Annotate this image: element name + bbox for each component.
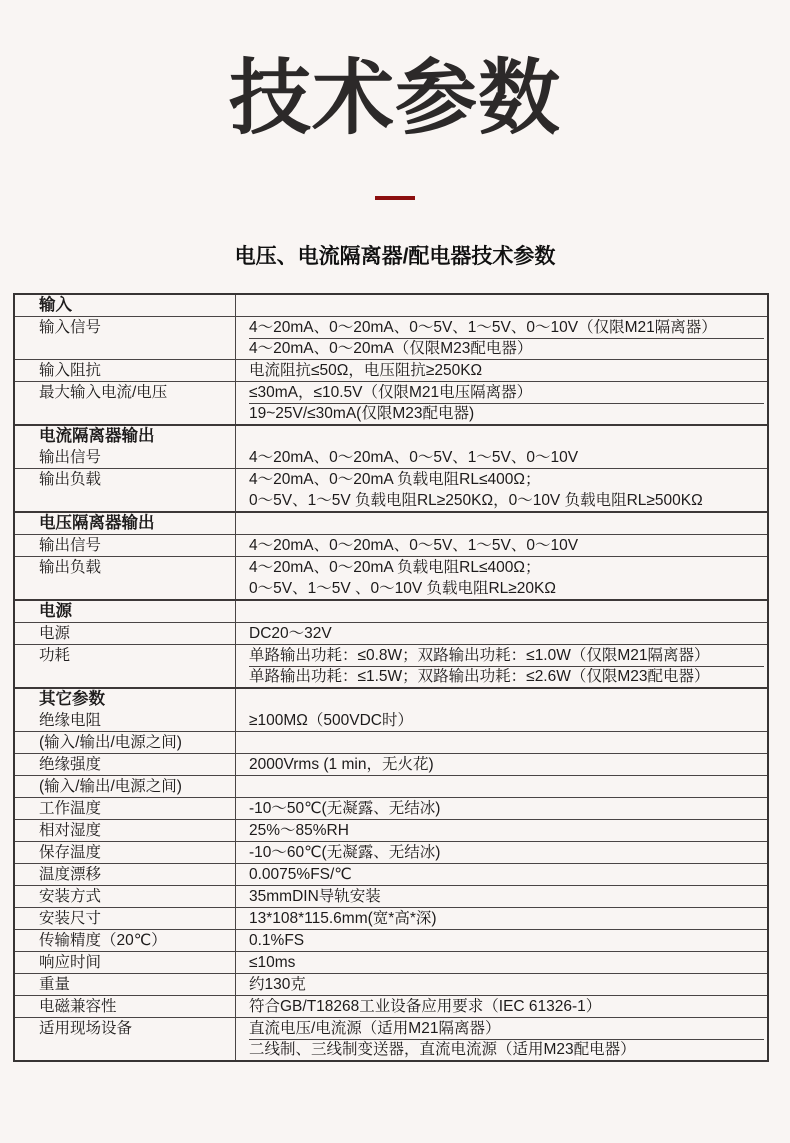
row-label-cell [15, 601, 236, 622]
row-section-label: 其它参数 [39, 690, 105, 709]
table-row [15, 995, 767, 1017]
table-row [15, 885, 767, 907]
table-row [15, 381, 767, 424]
row-value-cell [236, 382, 767, 424]
table-row [15, 1017, 767, 1060]
row-value-cell [236, 974, 767, 995]
row-label-cell [15, 864, 236, 885]
row-label: 绝缘强度 [39, 756, 102, 774]
row-label: 安装方式 [39, 888, 102, 906]
table-row [15, 468, 767, 511]
row-label: 电源 [39, 625, 71, 643]
row-value: 4～20mA、0～20mA 负载电阻RL≤400Ω； [249, 471, 541, 489]
row-value: 2000Vrms (1 min，无火花) [249, 756, 434, 774]
row-value-cell [236, 469, 767, 511]
row-value-spacer [249, 689, 764, 710]
table-row [15, 819, 767, 841]
row-value-cell [236, 645, 767, 687]
row-label-cell [15, 886, 236, 907]
row-label-cell [15, 426, 236, 468]
row-value: 直流电压/电流源（适用M21隔离器） [249, 1020, 501, 1038]
row-label-cell [15, 295, 236, 316]
row-label-cell [15, 513, 236, 534]
table-row [15, 556, 767, 599]
title-accent-divider [375, 196, 415, 200]
row-value: 0.0075%FS/℃ [249, 866, 352, 884]
row-label: (输入/输出/电源之间) [39, 734, 182, 752]
table-row [15, 534, 767, 556]
row-value-cell [236, 732, 767, 753]
row-label-cell [15, 952, 236, 973]
row-label: 适用现场设备 [39, 1020, 133, 1038]
row-value-cell [236, 623, 767, 644]
table-row [15, 731, 767, 753]
row-label-cell [15, 930, 236, 951]
row-label: 工作温度 [39, 800, 102, 818]
row-label: 输入 [39, 296, 72, 315]
table-row [15, 359, 767, 381]
row-value: -10～60℃(无凝露、无结冰) [249, 844, 441, 862]
row-label-cell [15, 842, 236, 863]
row-value: 4～20mA、0～20mA、0～5V、1～5V、0～10V（仅限M21隔离器） [249, 319, 717, 337]
table-row [15, 424, 767, 468]
table-row [15, 644, 767, 687]
table-row [15, 753, 767, 775]
page-title: 技术参数 [228, 53, 561, 144]
row-value-cell [236, 317, 767, 359]
row-label: 最大输入电流/电压 [39, 384, 168, 402]
table-row [15, 599, 767, 622]
row-value-cell [236, 908, 767, 929]
row-label-cell [15, 360, 236, 381]
spec-table [13, 293, 769, 1062]
row-value: 单路输出功耗：≤0.8W；双路输出功耗：≤1.0W（仅限M21隔离器） [249, 647, 710, 665]
row-label-cell [15, 908, 236, 929]
row-label-cell [15, 689, 236, 731]
row-label: 响应时间 [39, 954, 102, 972]
row-value-cell [236, 996, 767, 1017]
table-row [15, 687, 767, 731]
row-value-cell [236, 930, 767, 951]
row-value-cell [236, 601, 767, 622]
row-value-cell [236, 798, 767, 819]
row-label: 传输精度（20℃） [39, 932, 167, 950]
row-value-cell [236, 820, 767, 841]
row-label: 相对湿度 [39, 822, 102, 840]
table-row [15, 929, 767, 951]
table-row [15, 951, 767, 973]
table-row [15, 295, 767, 316]
row-label: 电源 [39, 602, 72, 621]
row-section-label: 电流隔离器输出 [39, 427, 155, 446]
row-label-cell [15, 382, 236, 424]
row-label-cell [15, 645, 236, 687]
row-label-cell [15, 820, 236, 841]
row-value: 0～5V、1～5V 负载电阻RL≥250KΩ，0～10V 负载电阻RL≥500KΩ [249, 492, 703, 510]
row-label-cell [15, 974, 236, 995]
row-value: 4～20mA、0～20mA（仅限M23配电器） [249, 338, 764, 359]
row-label-cell [15, 469, 236, 511]
row-value: 电流阻抗≤50Ω，电压阻抗≥250KΩ [249, 362, 483, 380]
row-label-cell [15, 623, 236, 644]
row-label: 输出负载 [39, 559, 102, 577]
row-value: DC20～32V [249, 625, 332, 643]
row-label: 输入信号 [39, 319, 102, 337]
row-label: 输入阻抗 [39, 362, 102, 380]
table-row [15, 511, 767, 534]
row-label: 输出信号 [39, 449, 102, 467]
table-subtitle: 电压、电流隔离器/配电器技术参数 [234, 245, 556, 269]
row-value: 0～5V、1～5V 、0～10V 负载电阻RL≥20KΩ [249, 580, 556, 598]
row-value-spacer [249, 426, 764, 447]
row-value-cell [236, 886, 767, 907]
row-value: 4～20mA、0～20mA、0～5V、1～5V、0～10V [249, 537, 579, 555]
row-label: 功耗 [39, 647, 71, 665]
table-row [15, 316, 767, 359]
row-value: 符合GB/T18268工业设备应用要求（IEC 61326-1） [249, 998, 602, 1016]
row-value-cell [236, 360, 767, 381]
row-value: 4～20mA、0～20mA、0～5V、1～5V、0～10V [249, 449, 579, 467]
row-value-cell [236, 842, 767, 863]
row-value: -10～50℃(无凝露、无结冰) [249, 800, 441, 818]
row-label: 安装尺寸 [39, 910, 102, 928]
row-value: 二线制、三线制变送器，直流电流源（适用M23配电器） [249, 1039, 764, 1060]
row-value: 单路输出功耗：≤1.5W；双路输出功耗：≤2.6W（仅限M23配电器） [249, 666, 764, 687]
row-value: ≥100MΩ（500VDC时） [249, 712, 413, 730]
row-value: ≤30mA，≤10.5V（仅限M21电压隔离器） [249, 384, 533, 402]
table-row [15, 907, 767, 929]
row-label-cell [15, 798, 236, 819]
row-label: 温度漂移 [39, 866, 102, 884]
row-label-cell [15, 535, 236, 556]
row-value: 35mmDIN导轨安装 [249, 888, 381, 906]
table-row [15, 841, 767, 863]
row-value-cell [236, 557, 767, 599]
row-value-cell [236, 776, 767, 797]
row-value: 13*108*115.6mm(宽*高*深) [249, 910, 437, 928]
row-value-cell [236, 754, 767, 775]
row-value-cell [236, 535, 767, 556]
row-label-cell [15, 754, 236, 775]
row-label-cell [15, 776, 236, 797]
row-label: 电压隔离器输出 [39, 514, 155, 533]
row-value-cell [236, 952, 767, 973]
row-value-cell [236, 513, 767, 534]
row-value-cell [236, 295, 767, 316]
row-value: ≤10ms [249, 954, 296, 972]
row-value-cell [236, 1018, 767, 1060]
row-label: 绝缘电阻 [39, 712, 102, 730]
table-row [15, 973, 767, 995]
row-label-cell [15, 557, 236, 599]
row-label-cell [15, 1018, 236, 1060]
row-value-cell [236, 426, 767, 468]
row-value-cell [236, 864, 767, 885]
table-row [15, 797, 767, 819]
row-label: 电磁兼容性 [39, 998, 117, 1016]
row-label-cell [15, 732, 236, 753]
row-value: 19~25V/≤30mA(仅限M23配电器) [249, 403, 764, 424]
row-label-cell [15, 996, 236, 1017]
row-value-cell [236, 689, 767, 731]
table-row [15, 775, 767, 797]
row-value: 4～20mA、0～20mA 负载电阻RL≤400Ω； [249, 559, 541, 577]
row-label: (输入/输出/电源之间) [39, 778, 182, 796]
row-value: 25%～85%RH [249, 822, 349, 840]
row-label: 保存温度 [39, 844, 102, 862]
table-row [15, 622, 767, 644]
row-value: 0.1%FS [249, 932, 305, 950]
row-label: 重量 [39, 976, 71, 994]
row-label: 输出负载 [39, 471, 102, 489]
row-label: 输出信号 [39, 537, 102, 555]
row-label-cell [15, 317, 236, 359]
row-value: 约130克 [249, 976, 306, 994]
table-row [15, 863, 767, 885]
